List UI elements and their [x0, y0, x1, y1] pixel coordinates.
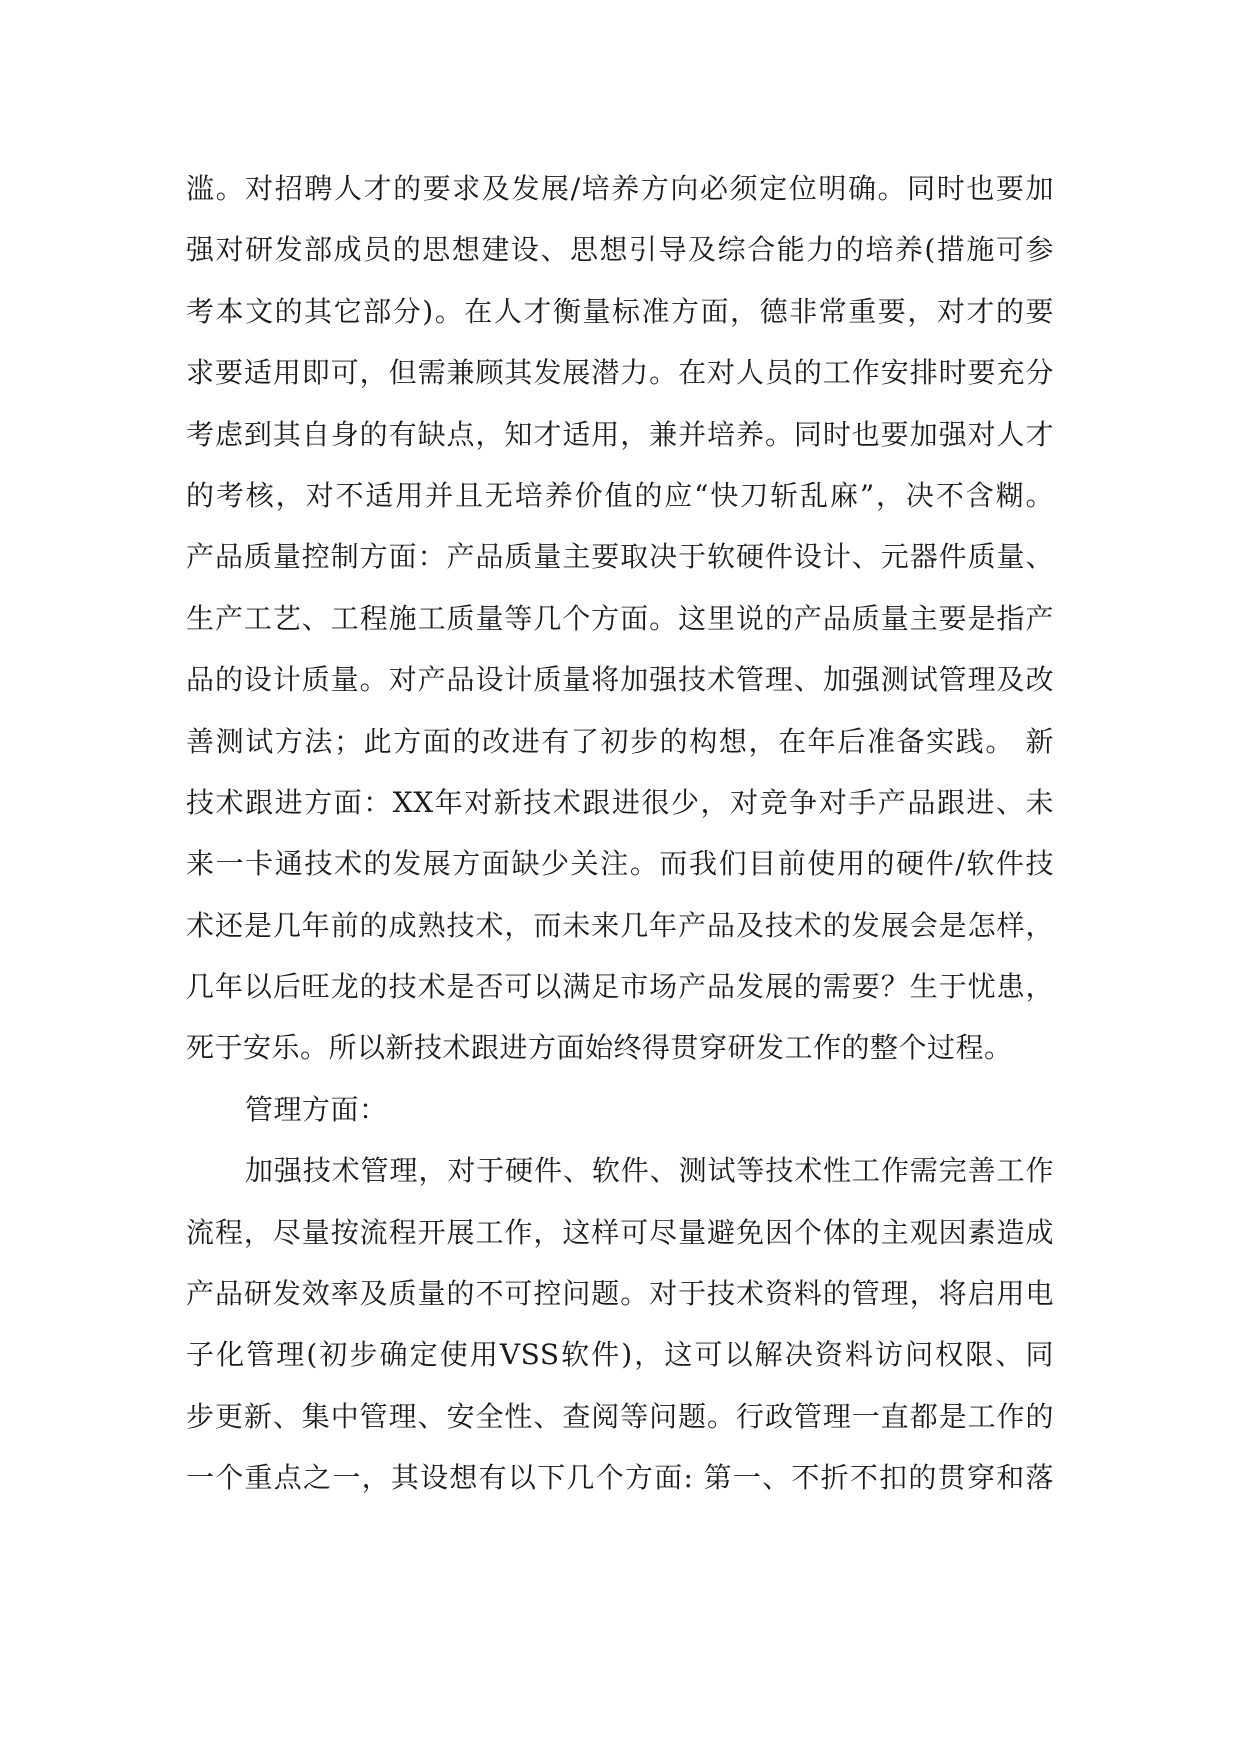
- body-text: [186, 158, 1054, 1509]
- text-line: 生产工艺、工程施工质量等几个方面。这里说的产品质量主要是指产: [186, 601, 1054, 635]
- text-line: 加强技术管理，对于硬件、软件、测试等技术性工作需完善工作: [245, 1154, 1054, 1188]
- text-line: 子化管理(初步确定使用VSS软件)，这可以解决资料访问权限、同: [186, 1338, 1054, 1372]
- text-line: 产品质量控制方面：产品质量主要取决于软硬件设计、元器件质量、: [186, 540, 1054, 574]
- text-line: 强对研发部成员的思想建设、思想引导及综合能力的培养(措施可参: [186, 233, 1054, 267]
- text-line: 来一卡通技术的发展方面缺少关注。而我们目前使用的硬件/软件技: [186, 847, 1054, 881]
- text-line: 术还是几年前的成熟技术，而未来几年产品及技术的发展会是怎样，: [186, 908, 1054, 942]
- text-line: 善测试方法；此方面的改进有了初步的构想，在年后准备实践。 新: [186, 724, 1054, 758]
- text-line: 的考核，对不适用并且无培养价值的应“快刀斩乱麻”，决不含糊。: [186, 478, 1054, 512]
- text-line: 技术跟进方面：XX年对新技术跟进很少，对竞争对手产品跟进、未: [186, 785, 1054, 819]
- text-line: 考本文的其它部分)。在人才衡量标准方面，德非常重要，对才的要: [186, 294, 1054, 328]
- text-line: 滥。对招聘人才的要求及发展/培养方向必须定位明确。同时也要加: [186, 172, 1054, 205]
- text-line: 求要适用即可，但需兼顾其发展潜力。在对人员的工作安排时要充分: [186, 356, 1054, 390]
- text-line: 品的设计质量。对产品设计质量将加强技术管理、加强测试管理及改: [186, 663, 1054, 697]
- text-line: 一个重点之一，其设想有以下几个方面: 第一、不折不扣的贯穿和落: [186, 1461, 1054, 1495]
- text-line: 流程，尽量按流程开展工作，这样可尽量避免因个体的主观因素造成: [186, 1215, 1054, 1249]
- text-line: 步更新、集中管理、安全性、查阅等问题。行政管理一直都是工作的: [186, 1399, 1054, 1433]
- text-line: 产品研发效率及质量的不可控问题。对于技术资料的管理，将启用电: [186, 1277, 1054, 1311]
- text-line: 几年以后旺龙的技术是否可以满足市场产品发展的需要？生于忧患，: [186, 970, 1054, 1004]
- text-line: 死于安乐。所以新技术跟进方面始终得贯穿研发工作的整个过程。: [186, 1031, 1013, 1065]
- section-heading: 管理方面：: [245, 1092, 388, 1126]
- text-line: 考虑到其自身的有缺点，知才适用，兼并培养。同时也要加强对人才: [186, 417, 1054, 451]
